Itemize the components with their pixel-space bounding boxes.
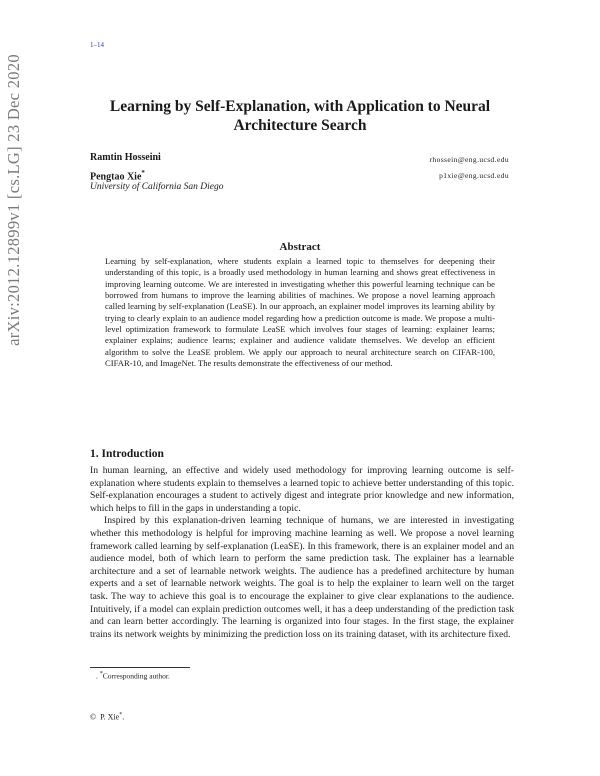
footnote-rule <box>90 667 190 668</box>
author-name: Pengtao Xie* <box>90 169 145 183</box>
affiliation: University of California San Diego <box>90 182 224 192</box>
author-name: Ramtin Hosseini <box>90 152 161 163</box>
section-heading: 1. Introduction <box>90 448 164 460</box>
author-email[interactable]: p1xie@eng.ucsd.edu <box>439 171 509 180</box>
footnote: . *Corresponding author. <box>96 671 170 681</box>
copyright-line: © P. Xie*. <box>90 712 125 722</box>
corresponding-mark: * <box>141 169 145 177</box>
paragraph: In human learning, an effective and widely used methodology for improving learning outcome is self-explanation where students explain to themselves a learned topic to achieve better understanding of this topic. Self-explanation encourages a student to actively digest and integrate prior knowledge and new information, which helps to fill in the gaps in understanding a topic. <box>90 465 514 514</box>
abstract-text: Learning by self-explanation, where students explain a learned topic to themselves for deepening their understanding of this topic, is a broadly used methodology in human learning and shows great effectiveness in improving learning outcome. We are interested in investigating whether this powerful learning technique can be borrowed from humans to improve the learning abilities of machines. We propose a novel learning approach called learning by self-explanation (LeaSE). In our approach, an explainer model improves its learning ability by trying to clearly explain to an audience model regarding how a prediction outcome is made. We propose a multi-level optimization framework to formulate LeaSE which involves four stages of learning: explainer learns; explainer explains; audience learns; explainer and audience validate themselves. We develop an efficient algorithm to solve the LeaSE problem. We apply our approach to neural architecture search on CIFAR-100, CIFAR-10, and ImageNet. The results demonstrate the effectiveness of our method. <box>105 256 495 369</box>
author-email[interactable]: rhossein@eng.ucsd.edu <box>429 155 509 164</box>
paragraph: Inspired by this explanation-driven learning technique of humans, we are interested in investigating whether this methodology is helpful for improving machine learning as well. We propose a novel learning framework called learning by self-explanation (LeaSE). In this framework, there is an explainer model and an audience model, both of which learn to perform the same prediction task. The explainer has a learnable architecture and a set of learnable network weights. The audience has a predefined architecture by human experts and a set of learnable network weights. The goal is to help the explainer to learn well on the target task. The way to achieve this goal is to encourage the explainer to give clear explanations to the audience. Intuitively, if a model can explain prediction outcomes well, it has a deep understanding of the prediction task and can learn better accordingly. The learning is organized into four stages. In the first stage, the explainer trains its network weights by minimizing the prediction loss on its training dataset, with its architecture fixed. <box>90 515 514 640</box>
paper-title: Learning by Self-Explanation, with Application to Neural Architecture Search <box>109 98 491 134</box>
page-range: 1–14 <box>90 41 104 49</box>
arxiv-identifier[interactable]: arXiv:2012.12899v1 [cs.LG] 23 Dec 2020 <box>4 54 23 346</box>
section-body <box>90 465 514 641</box>
abstract-heading: Abstract <box>279 241 321 253</box>
